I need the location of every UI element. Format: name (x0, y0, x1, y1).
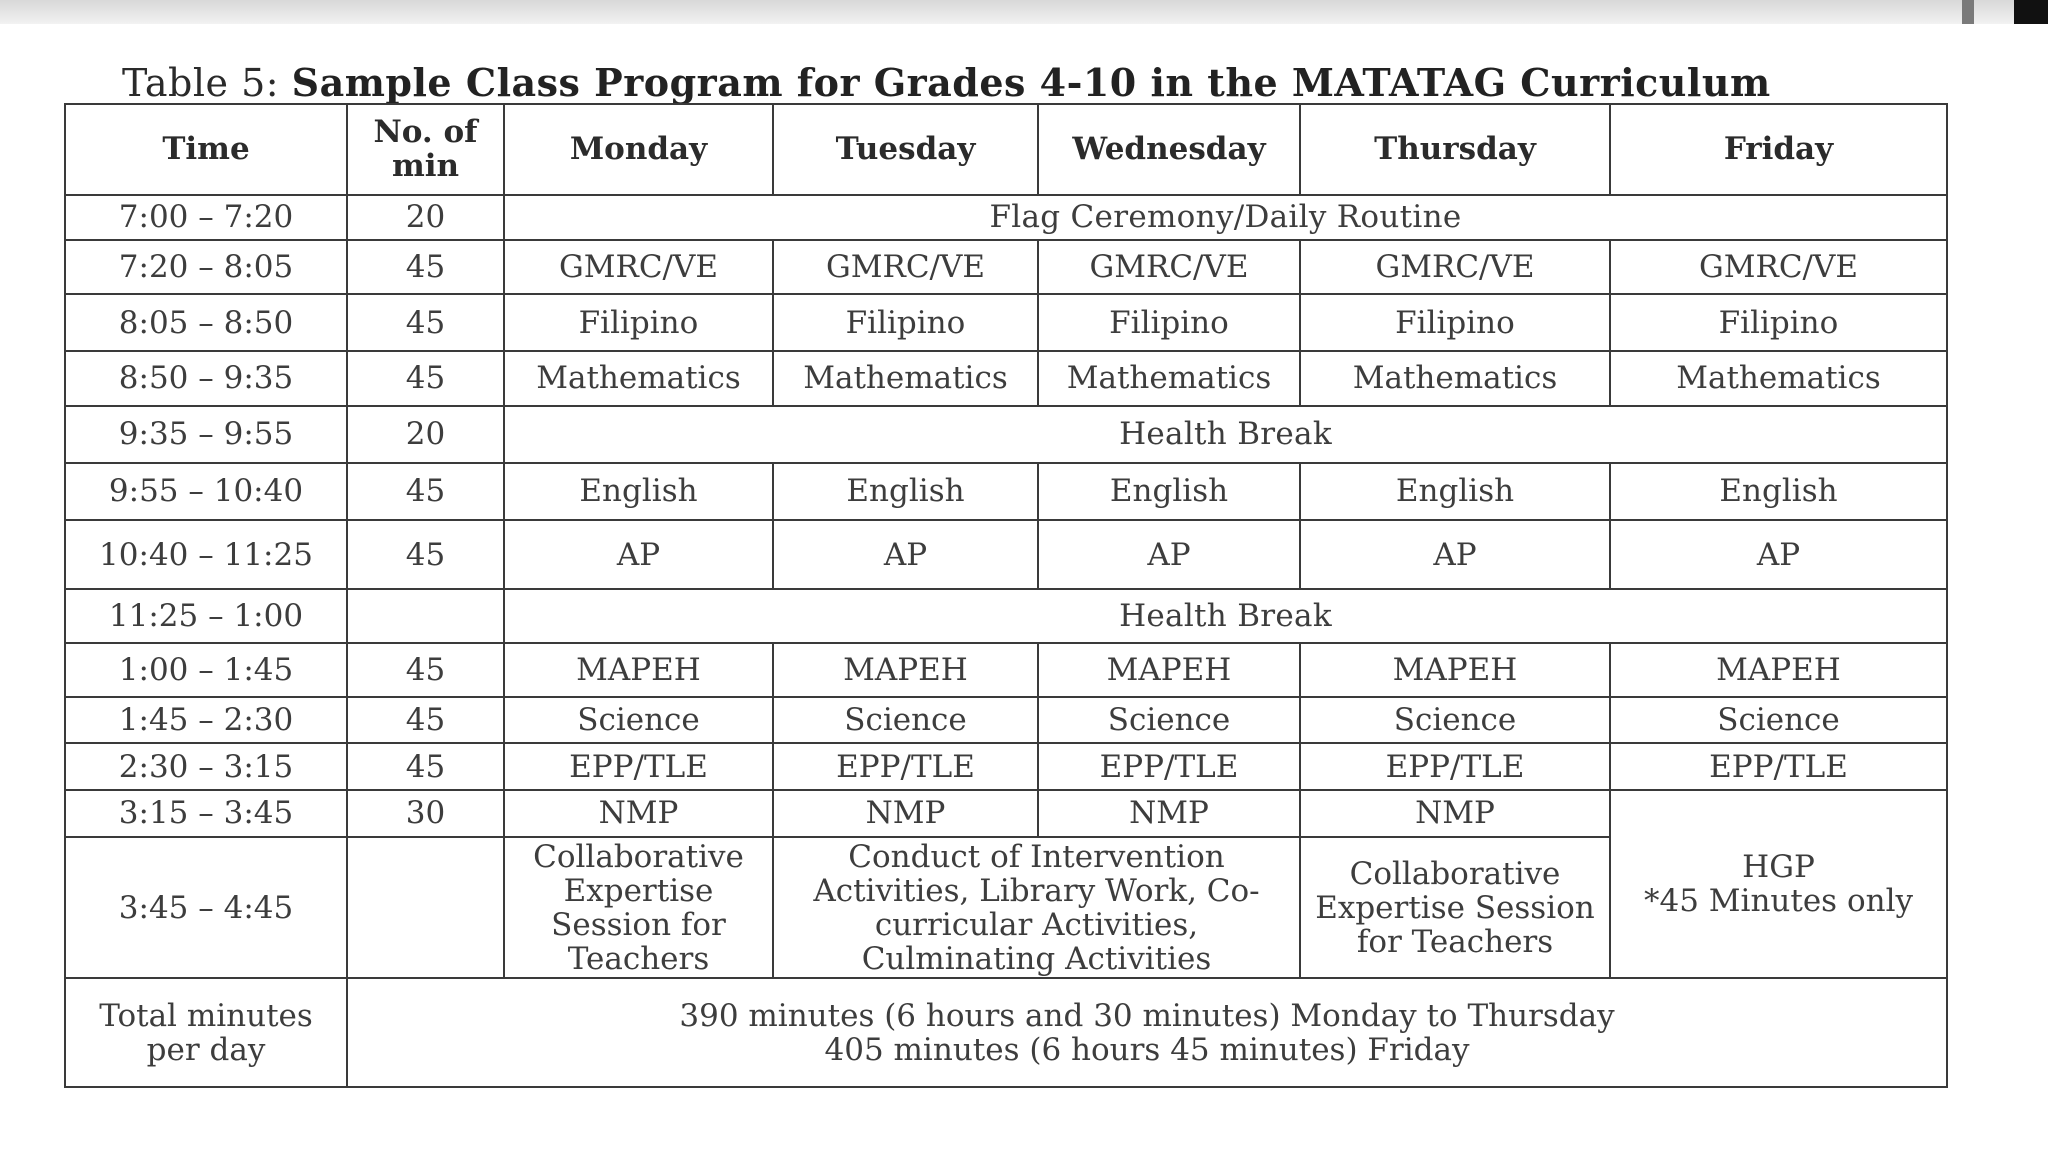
subject-cell: GMRC/VE (773, 240, 1038, 294)
subject-cell: English (504, 463, 773, 520)
corner-block (2014, 0, 2048, 24)
subject-cell: English (1038, 463, 1300, 520)
subject-cell: EPP/TLE (1610, 743, 1947, 789)
table-row (65, 790, 1947, 837)
hgp-note: *45 Minutes only (1643, 882, 1913, 919)
subject-cell: Science (1300, 697, 1610, 743)
subject-cell: AP (1300, 520, 1610, 589)
subject-cell: GMRC/VE (504, 240, 773, 294)
subject-cell: Mathematics (1300, 351, 1610, 406)
subject-cell: NMP (1038, 790, 1300, 837)
table-row (65, 743, 1947, 789)
merged-activity-cell: Flag Ceremony/Daily Routine (504, 195, 1947, 240)
collab-session-cell: Collaborative Expertise Session for Teachers (504, 837, 773, 978)
table-caption (122, 60, 1922, 106)
subject-cell: English (1610, 463, 1947, 520)
header-tuesday: Tuesday (773, 104, 1038, 195)
minutes-cell (347, 589, 504, 642)
subject-cell: GMRC/VE (1610, 240, 1947, 294)
subject-cell: GMRC/VE (1300, 240, 1610, 294)
header-minutes: No. of min (347, 104, 504, 195)
total-mon-thu: 390 minutes (6 hours and 30 minutes) Monday to Thursday (679, 997, 1615, 1034)
subject-cell: Mathematics (1038, 351, 1300, 406)
subject-cell: AP (1038, 520, 1300, 589)
time-cell: 1:00 – 1:45 (65, 643, 347, 697)
minutes-cell: 45 (347, 463, 504, 520)
time-cell: 11:25 – 1:00 (65, 589, 347, 642)
merged-activity-cell: Health Break (504, 589, 1947, 642)
subject-cell: NMP (773, 790, 1038, 837)
time-cell: 8:05 – 8:50 (65, 294, 347, 350)
time-cell: 3:45 – 4:45 (65, 837, 347, 978)
subject-cell: Filipino (1300, 294, 1610, 350)
class-program-table (64, 103, 1948, 1088)
subject-cell: AP (773, 520, 1038, 589)
minutes-cell: 20 (347, 406, 504, 462)
subject-cell: Science (504, 697, 773, 743)
subject-cell: EPP/TLE (1300, 743, 1610, 789)
subject-cell: Mathematics (1610, 351, 1947, 406)
table-row (65, 589, 1947, 642)
header-thursday: Thursday (1300, 104, 1610, 195)
subject-cell: MAPEH (773, 643, 1038, 697)
subject-cell: MAPEH (1610, 643, 1947, 697)
time-cell: 7:00 – 7:20 (65, 195, 347, 240)
subject-cell: Filipino (504, 294, 773, 350)
table-row (65, 195, 1947, 240)
minutes-cell: 20 (347, 195, 504, 240)
subject-cell: Mathematics (773, 351, 1038, 406)
time-cell: 8:50 – 9:35 (65, 351, 347, 406)
subject-cell: EPP/TLE (504, 743, 773, 789)
time-cell: 2:30 – 3:15 (65, 743, 347, 789)
minutes-cell: 45 (347, 520, 504, 589)
table-row (65, 463, 1947, 520)
minutes-cell: 45 (347, 294, 504, 350)
time-cell: 9:35 – 9:55 (65, 406, 347, 462)
total-friday: 405 minutes (6 hours 45 minutes) Friday (824, 1031, 1470, 1068)
caption-title: Sample Class Program for Grades 4-10 in the MATATAG Curriculum (291, 60, 1771, 105)
table-row (65, 520, 1947, 589)
merged-activity-cell: Health Break (504, 406, 1947, 462)
table-row (65, 697, 1947, 743)
table-row (65, 406, 1947, 462)
header-time: Time (65, 104, 347, 195)
header-wednesday: Wednesday (1038, 104, 1300, 195)
subject-cell: Science (1610, 697, 1947, 743)
subject-cell: EPP/TLE (1038, 743, 1300, 789)
minutes-cell: 45 (347, 743, 504, 789)
subject-cell: Filipino (1038, 294, 1300, 350)
friday-hgp-cell (1610, 790, 1947, 978)
table-row (65, 643, 1947, 697)
subject-cell: Science (773, 697, 1038, 743)
header-friday: Friday (1610, 104, 1947, 195)
subject-cell: AP (504, 520, 773, 589)
subject-cell: EPP/TLE (773, 743, 1038, 789)
top-band (0, 0, 2048, 24)
subject-cell: Filipino (1610, 294, 1947, 350)
time-cell: 9:55 – 10:40 (65, 463, 347, 520)
total-row (65, 978, 1947, 1087)
subject-cell: GMRC/VE (1038, 240, 1300, 294)
subject-cell: MAPEH (1038, 643, 1300, 697)
subject-cell: NMP (504, 790, 773, 837)
intervention-activities-cell: Conduct of Intervention Activities, Library Work, Co-curricular Activities, Culminating Activities (773, 837, 1300, 978)
total-label-cell: Total minutes per day (65, 978, 347, 1087)
table-row (65, 240, 1947, 294)
table-row (65, 294, 1947, 350)
subject-cell: Mathematics (504, 351, 773, 406)
minutes-cell: 45 (347, 351, 504, 406)
time-cell: 10:40 – 11:25 (65, 520, 347, 589)
minutes-cell: 30 (347, 790, 504, 837)
collab-session-cell: Collaborative Expertise Session for Teachers (1300, 837, 1610, 978)
total-minutes-cell (347, 978, 1947, 1087)
minutes-cell: 45 (347, 643, 504, 697)
corner-mark (1962, 0, 1974, 24)
subject-cell: MAPEH (1300, 643, 1610, 697)
table-row (65, 351, 1947, 406)
header-monday: Monday (504, 104, 773, 195)
subject-cell: English (1300, 463, 1610, 520)
subject-cell: Filipino (773, 294, 1038, 350)
subject-cell: English (773, 463, 1038, 520)
caption-prefix: Table 5: (122, 61, 292, 105)
minutes-cell: 45 (347, 240, 504, 294)
subject-cell: AP (1610, 520, 1947, 589)
minutes-cell (347, 837, 504, 978)
time-cell: 1:45 – 2:30 (65, 697, 347, 743)
time-cell: 7:20 – 8:05 (65, 240, 347, 294)
header-row (65, 104, 1947, 195)
minutes-cell: 45 (347, 697, 504, 743)
subject-cell: Science (1038, 697, 1300, 743)
subject-cell: NMP (1300, 790, 1610, 837)
hgp-label: HGP (1742, 848, 1815, 885)
subject-cell: MAPEH (504, 643, 773, 697)
time-cell: 3:15 – 3:45 (65, 790, 347, 837)
